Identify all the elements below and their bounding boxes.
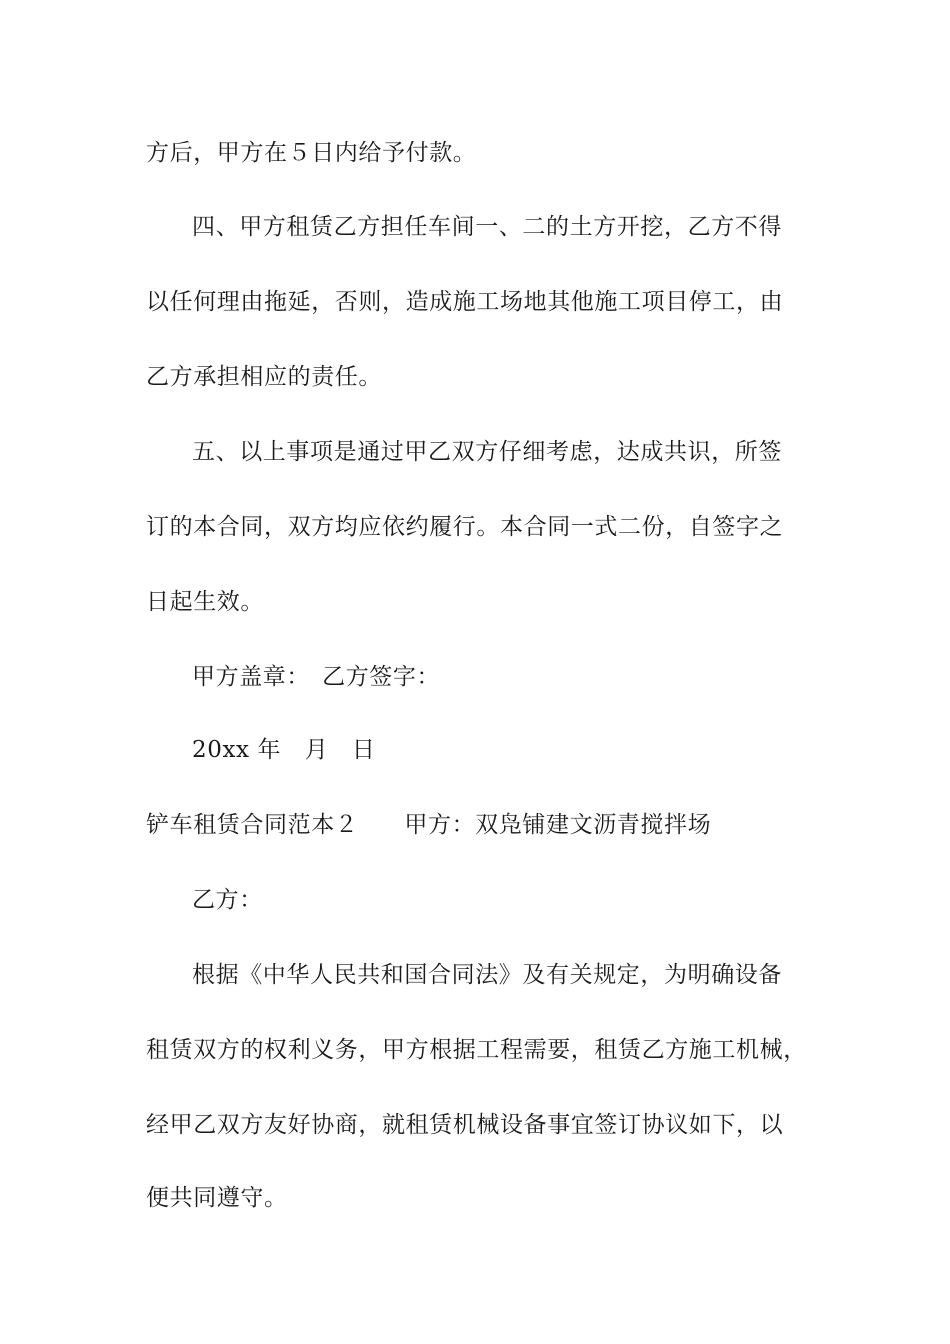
party-a: 甲方：双凫铺建文沥青搅拌场 — [404, 812, 712, 838]
paragraph-line: 方后，甲方在５日内给予付款。 — [146, 140, 477, 166]
paragraph-line: 根据《中华人民共和国合同法》及有关规定，为明确设备 — [192, 962, 782, 988]
paragraph-line: 租赁双方的权利义务，甲方根据工程需要，租赁乙方施工机械， — [146, 1037, 807, 1063]
signature-line: 甲方盖章： 乙方签字： — [192, 664, 441, 690]
contract-title: 铲车租赁合同范本２ — [146, 812, 359, 838]
paragraph-line: 乙方承担相应的责任。 — [146, 364, 382, 390]
paragraph-line: 日起生效。 — [146, 589, 264, 615]
contract-title-line — [146, 810, 711, 840]
paragraph-line: 便共同遵守。 — [146, 1185, 288, 1211]
paragraph-line: 以任何理由拖延，否则，造成施工场地其他施工项目停工，由 — [146, 289, 784, 315]
paragraph-line: 经甲乙双方友好协商，就租赁机械设备事宜签订协议如下，以 — [146, 1112, 784, 1138]
paragraph-line: 订的本合同，双方均应依约履行。本合同一式二份，自签字之 — [146, 514, 784, 540]
paragraph-line: 四、甲方租赁乙方担任车间一、二的土方开挖，乙方不得 — [192, 214, 782, 240]
party-b: 乙方： — [192, 887, 263, 913]
paragraph-line: 五、以上事项是通过甲乙双方仔细考虑，达成共识，所签 — [192, 439, 782, 465]
date-line: 20xx 年 月 日 — [192, 737, 376, 763]
